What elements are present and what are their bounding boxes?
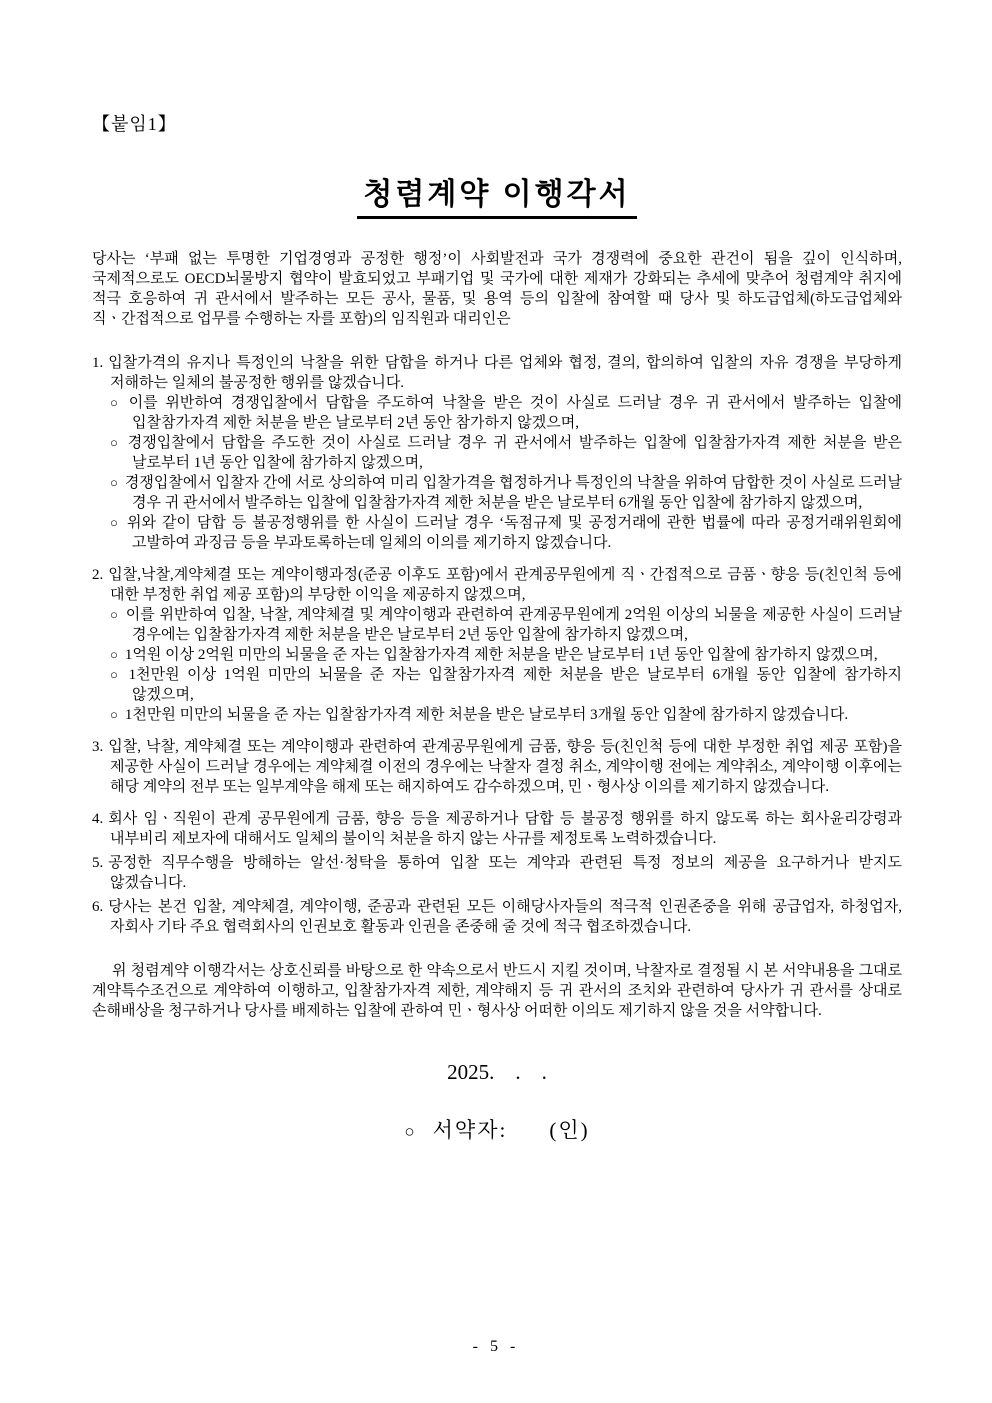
circle-bullet-icon: ○: [110, 707, 118, 722]
subitem-text: 이를 위반하여 입찰, 낙찰, 계약체결 및 계약이행과 관련하여 관계공무원에게 2억원 이상의 뇌물을 제공한 사실이 드러날 경우에는 입찰참가자격 제한 처분을 받은 날로부터 2년 동안 입찰에 참가하지 않겠으며,: [125, 607, 902, 643]
circle-bullet-icon: ○: [110, 435, 121, 450]
clause-3-text: 입찰, 낙찰, 계약체결 또는 계약이행과 관련하여 관계공무원에게 금품, 향응 등(친인척 등에 대한 부정한 취업 제공 포함)을 제공한 사실이 드러날 경우에는 계약체결 이전의 경우에는 낙찰자 결정 취소, 계약이행 전에는 계약취소, 계약이행 이후에는 해당 계약의 전부 또는 일부계약을 해제 또는 해지하여도 감수하겠으며, 민ㆍ형사상 이의를 제기하지 않겠습니다.: [108, 739, 902, 795]
clause-4-text: 회사 임ㆍ직원이 관계 공무원에게 금품, 향응 등을 제공하거나 담합 등 불공정 행위를 하지 않도록 하는 회사윤리강령과 내부비리 제보자에 대해서도 일체의 불이익 처분을 하지 않는 사규를 제정토록 노력하겠습니다.: [108, 811, 902, 847]
clause-5: [92, 853, 902, 893]
clause-2-subitem-4: [92, 705, 902, 725]
clause-2-subitem-1: [92, 605, 902, 645]
clause-2-number: 2.: [92, 567, 104, 583]
clause-1-text: 입찰가격의 유지나 특정인의 낙찰을 위한 담합을 하거나 다른 업체와 협정, 결의, 합의하여 입찰의 자유 경쟁을 부당하게 저해하는 일체의 불공정한 행위를 않겠습니다.: [108, 355, 902, 391]
circle-bullet-icon: ○: [110, 395, 122, 410]
attachment-label: 【붙임1】: [92, 114, 177, 134]
closing-paragraph: 위 청렴계약 이행각서는 상호신뢰를 바탕으로 한 약속으로서 반드시 지킬 것이며, 낙찰자로 결정될 시 본 서약내용을 그대로 계약특수조건으로 계약하여 이행하고, 입찰참가자격 제한, 계약해지 등 귀 관서의 조치와 관련하여 당사가 귀 관서를 상대로 손해배상을 청구하거나 당사를 배제하는 입찰에 관하여 민ㆍ형사상 어떠한 이의도 제기하지 않을 것을 서약합니다.: [92, 963, 902, 1019]
circle-bullet-icon: ○: [110, 647, 118, 662]
title-block: [92, 178, 902, 219]
subitem-text: 경쟁입찰에서 입찰자 간에 서로 상의하여 미리 입찰가격을 협정하거나 특정인의 낙찰을 위하여 담합한 것이 사실로 드러날 경우 귀 관서에서 발주하는 입찰에 입찰참가자격 제한 처분을 받은 날로부터 6개월 동안 입찰에 참가하지 않겠으며,: [124, 475, 902, 511]
circle-bullet-icon: ○: [110, 607, 119, 622]
date-line: 2025. . .: [447, 1060, 547, 1084]
clause-1-subitem-3: [92, 473, 902, 513]
clause-2-subitem-2: [92, 645, 902, 665]
circle-bullet-icon: ○: [110, 515, 121, 530]
clause-6: [92, 897, 902, 937]
seal-placeholder: (인): [549, 1118, 590, 1142]
circle-bullet-icon: ○: [110, 475, 118, 490]
circle-bullet-icon: ○: [404, 1122, 417, 1141]
subitem-text: 1천만원 미만의 뇌물을 준 자는 입찰참가자격 제한 처분을 받은 날로부터 3개월 동안 입찰에 참가하지 않겠습니다.: [124, 707, 849, 723]
subitem-text: 경쟁입찰에서 담합을 주도한 것이 사실로 드러날 경우 귀 관서에서 발주하는 입찰에 입찰참가자격 제한 처분을 받은 날로부터 1년 동안 입찰에 참가하지 않겠으며,: [127, 435, 902, 471]
clause-1-number: 1.: [92, 355, 104, 371]
intro-paragraph: 당사는 ‘부패 없는 투명한 기업경영과 공정한 행정’이 사회발전과 국가 경쟁력에 중요한 관건이 됨을 깊이 인식하며, 국제적으로도 OECD뇌물방지 협약이 발효되었고 부패기업 및 국가에 대한 제재가 강화되는 추세에 맞추어 청렴계약 취지에 적극 호응하여 귀 관서에서 발주하는 모든 공사, 물품, 및 용역 등의 입찰에 참여할 때 당사 및 하도급업체(하도급업체와 직ㆍ간접적으로 업무를 수행하는 자를 포함)의 임직원과 대리인은: [92, 251, 902, 327]
clause-1-subitem-4: [92, 513, 902, 553]
clause-2-subitem-3: [92, 665, 902, 705]
page-number: - 5 -: [472, 1338, 520, 1355]
clause-5-text: 공정한 직무수행을 방해하는 알선·청탁을 통하여 입찰 또는 계약과 관련된 특정 정보의 제공을 요구하거나 받지도 않겠습니다.: [108, 855, 902, 891]
clause-1-subitem-1: [92, 393, 902, 433]
clause-list: [92, 353, 902, 937]
clause-6-number: 6.: [92, 899, 104, 915]
clause-2: [92, 565, 902, 725]
clause-1: [92, 353, 902, 553]
clause-1-subitem-2: [92, 433, 902, 473]
subitem-text: 1천만원 이상 1억원 미만의 뇌물을 준 자는 입찰참가자격 제한 처분을 받은 날로부터 6개월 동안 입찰에 참가하지 않겠으며,: [128, 667, 902, 703]
clause-3-number: 3.: [92, 739, 104, 755]
clause-5-number: 5.: [92, 855, 104, 871]
subitem-text: 위와 같이 담합 등 불공정행위를 한 사실이 드러날 경우 ‘독점규제 및 공정거래에 관한 법률에 따라 공정거래위원회에 고발하여 과징금 등을 부과토록하는데 일체의 이의를 제기하지 않겠습니다.: [127, 515, 902, 551]
clause-3: [92, 737, 902, 797]
clause-2-text: 입찰,낙찰,계약체결 또는 계약이행과정(준공 이후도 포함)에서 관계공무원에게 직ㆍ간접적으로 금품ㆍ향응 등(친인척 등에 대한 부정한 취업 제공 포함)의 부당한 이익을 제공하지 않겠으며,: [108, 567, 902, 603]
circle-bullet-icon: ○: [110, 667, 122, 682]
signer-label: 서약자:: [432, 1118, 508, 1142]
clause-4-number: 4.: [92, 811, 104, 827]
page-title: 청렴계약 이행각서: [357, 178, 636, 219]
subitem-text: 이를 위반하여 경쟁입찰에서 담합을 주도하여 낙찰을 받은 것이 사실로 드러날 경우 귀 관서에서 발주하는 입찰에 입찰참가자격 제한 처분을 받은 날로부터 2년 동안 참가하지 않겠으며,: [128, 395, 902, 431]
clause-6-text: 당사는 본건 입찰, 계약체결, 계약이행, 준공과 관련된 모든 이해당사자들의 적극적 인권존중을 위해 공급업자, 하청업자, 자회사 기타 주요 협력회사의 인권보호 활동과 인권을 존중해 줄 것에 적극 협조하겠습니다.: [108, 899, 902, 935]
clause-4: [92, 809, 902, 849]
subitem-text: 1억원 이상 2억원 미만의 뇌물을 준 자는 입찰참가자격 제한 처분을 받은 날로부터 1년 동안 입찰에 참가하지 않겠으며,: [124, 647, 878, 663]
signer-line: [92, 1117, 902, 1145]
